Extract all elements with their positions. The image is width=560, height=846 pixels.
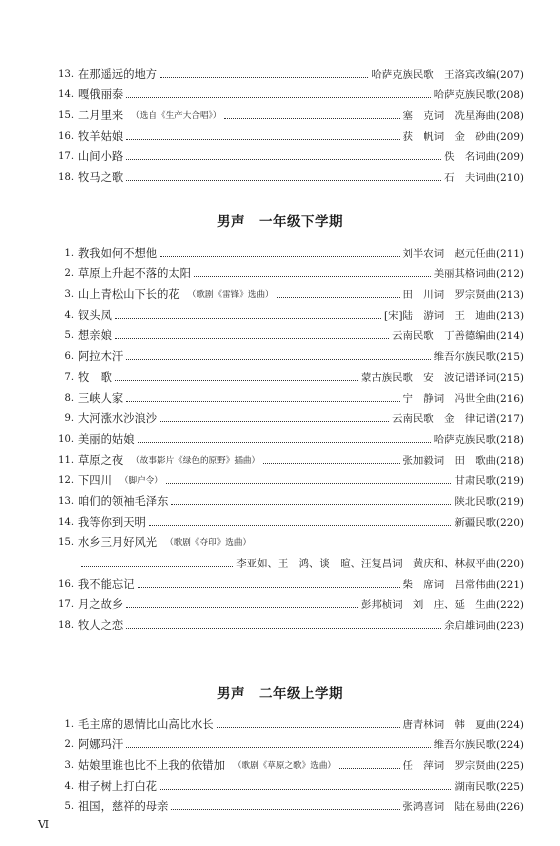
entry-title: 山上青松山下长的花 — [78, 288, 180, 302]
entry-credit-and-page: 彭邦桢词 刘 庄、延 生曲(222) — [360, 599, 524, 612]
entry-credit-and-page: 陕北民歌(219) — [454, 495, 524, 508]
dot-leader — [138, 586, 400, 588]
dot-leader — [263, 462, 399, 464]
entry-title: 咱们的领袖毛泽东 — [78, 494, 169, 508]
entry-note: （歌剧《夺印》选曲） — [165, 538, 252, 549]
entry-credit-and-page: 湖南民歌(225) — [454, 780, 524, 793]
entry-credit-and-page: 哈萨克族民歌(218) — [433, 433, 524, 446]
entry-number: 2. — [64, 739, 74, 751]
dot-leader — [339, 767, 400, 769]
dot-leader — [171, 503, 451, 505]
entry-number: 15. — [58, 110, 74, 122]
entry-number: 6. — [64, 351, 74, 363]
entry-credit-and-page: 石 夫词曲(210) — [444, 172, 524, 185]
entry-title: 山间小路 — [78, 150, 124, 164]
toc-entry[interactable] — [46, 751, 524, 772]
entry-number: 4. — [64, 309, 74, 321]
entry-note: （歌剧《雷锋》选曲） — [187, 290, 274, 301]
toc-entry[interactable] — [46, 260, 524, 281]
dot-leader — [126, 138, 399, 140]
dot-leader — [160, 420, 389, 422]
entry-credit-and-page: 哈萨克族民歌(208) — [433, 89, 524, 102]
entry-number: 1. — [64, 718, 74, 730]
toc-entry[interactable] — [46, 342, 524, 363]
section-heading: 男声 一年级下学期 — [217, 214, 343, 230]
toc-section-male-grade1-term2 — [46, 239, 524, 632]
dot-leader — [126, 627, 441, 629]
entry-number: 18. — [58, 620, 74, 632]
entry-title: 牧马之歌 — [78, 171, 124, 185]
entry-credit-and-page: 余启雄词曲(223) — [444, 620, 524, 633]
toc-entry-credit-line[interactable] — [46, 549, 524, 570]
toc-entry[interactable] — [46, 710, 524, 731]
entry-title: 牧人之恋 — [78, 619, 124, 633]
dot-leader — [81, 565, 233, 567]
section-heading: 男声 二年级上学期 — [217, 686, 343, 702]
entry-credit-and-page: 塞 克词 冼星海曲(208) — [402, 110, 524, 123]
entry-number: 13. — [58, 495, 74, 507]
entry-number: 2. — [64, 268, 74, 280]
entry-number: 11. — [58, 454, 74, 466]
entry-credit-and-page: 维吾尔族民歌(224) — [433, 739, 524, 752]
toc-entry[interactable] — [46, 508, 524, 529]
entry-number: 13. — [58, 68, 74, 80]
dot-leader — [171, 808, 399, 810]
toc-entry[interactable] — [46, 60, 524, 81]
dot-leader — [277, 296, 400, 298]
entry-number: 5. — [64, 801, 74, 813]
entry-credit-and-page: 刘半农词 赵元任曲(211) — [402, 247, 524, 260]
entry-title: 教我如何不想他 — [78, 246, 158, 260]
toc-entry[interactable] — [46, 611, 524, 632]
entry-credit-and-page: 美丽其格词曲(212) — [433, 268, 524, 281]
toc-entry[interactable] — [46, 81, 524, 102]
toc-entry[interactable] — [46, 405, 524, 426]
dot-leader — [115, 379, 358, 381]
entry-title: 我等你到天明 — [78, 515, 146, 529]
entry-title: 毛主席的恩情比山高比水长 — [78, 717, 214, 731]
entry-title: 阿拉木汗 — [78, 350, 124, 364]
toc-entry[interactable] — [46, 163, 524, 184]
dot-leader — [217, 726, 400, 728]
entry-credit-and-page: 云南民歌 丁善德编曲(214) — [392, 330, 524, 343]
dot-leader — [138, 441, 431, 443]
dot-leader — [160, 788, 451, 790]
entry-title: 二月里来 — [78, 109, 124, 123]
entry-title: 柑子树上打白花 — [78, 779, 158, 793]
entry-credit-and-page: 维吾尔族民歌(215) — [433, 351, 524, 364]
toc-entry[interactable] — [46, 101, 524, 122]
toc-section-male-grade2-term1 — [46, 710, 524, 813]
entry-number: 14. — [58, 516, 74, 528]
entry-number: 16. — [58, 578, 74, 590]
toc-entry[interactable] — [46, 446, 524, 467]
entry-number: 1. — [64, 247, 74, 259]
entry-credit-and-page: 唐青林词 韩 夏曲(224) — [402, 718, 524, 731]
entry-number: 9. — [64, 413, 74, 425]
entry-note: （选自《生产大合唱》） — [131, 111, 222, 122]
entry-credit-and-page: 佚 名词曲(209) — [444, 151, 524, 164]
toc-entry[interactable] — [46, 487, 524, 508]
entry-title: 大河涨水沙浪沙 — [78, 412, 158, 426]
entry-title: 姑娘里谁也比不上我的依错加 — [78, 759, 225, 773]
dot-leader — [224, 117, 399, 119]
entry-title: 嘎俄丽泰 — [78, 88, 124, 102]
entry-number: 7. — [64, 371, 74, 383]
toc-entry[interactable] — [46, 425, 524, 446]
entry-credit-and-page: 张加毅词 田 歌曲(218) — [402, 454, 524, 467]
dot-leader — [126, 179, 441, 181]
dot-leader — [126, 96, 431, 98]
toc-entry[interactable] — [46, 143, 524, 164]
dot-leader — [149, 524, 452, 526]
toc-entry[interactable] — [46, 793, 524, 814]
entry-number: 15. — [58, 537, 74, 549]
entry-credit-and-page: 柴 席词 吕常伟曲(221) — [402, 578, 524, 591]
entry-number: 14. — [58, 89, 74, 101]
entry-number: 18. — [58, 172, 74, 184]
dot-leader — [126, 606, 358, 608]
entry-note: （歌剧《草原之歌》选曲） — [232, 761, 337, 772]
entry-credit-and-page: 获 帆词 金 砂曲(209) — [402, 130, 524, 143]
page-number-roman: Ⅵ — [38, 818, 50, 831]
entry-credit-and-page: [宋]陆 游词 王 迪曲(213) — [384, 309, 524, 322]
entry-credit-and-page: 李亚如、王 鸿、谈 暄、汪复昌词 黄庆和、林叔平曲(220) — [236, 558, 524, 570]
dot-leader — [160, 76, 368, 78]
entry-title: 草原之夜 — [78, 453, 124, 467]
toc-section-continued — [46, 60, 524, 184]
dot-leader — [126, 158, 441, 160]
entry-title: 下四川 — [78, 474, 112, 488]
entry-title: 三峡人家 — [78, 391, 124, 405]
entry-credit-and-page: 张鸿喜词 陆在易曲(226) — [402, 801, 524, 814]
entry-credit-and-page: 哈萨克族民歌 王洛宾改编(207) — [371, 68, 524, 81]
entry-title: 在那遥远的地方 — [78, 67, 158, 81]
entry-title: 水乡三月好风光 — [78, 536, 158, 550]
entry-title: 钗头凤 — [78, 308, 112, 322]
toc-entry[interactable] — [46, 122, 524, 143]
entry-title: 阿娜玛汗 — [78, 738, 124, 752]
toc-entry[interactable] — [46, 529, 524, 550]
entry-title: 牧羊姑娘 — [78, 129, 124, 143]
entry-title: 美丽的姑娘 — [78, 432, 135, 446]
entry-title: 祖国，慈祥的母亲 — [78, 800, 169, 814]
toc-entry[interactable] — [46, 322, 524, 343]
entry-title: 想亲娘 — [78, 329, 112, 343]
entry-note: （脚户令） — [119, 476, 163, 487]
dot-leader — [160, 255, 399, 257]
entry-number: 3. — [64, 760, 74, 772]
dot-leader — [126, 358, 431, 360]
toc-entry[interactable] — [46, 570, 524, 591]
entry-credit-and-page: 任 萍词 罗宗贤曲(225) — [402, 760, 524, 773]
entry-number: 4. — [64, 780, 74, 792]
entry-number: 16. — [58, 130, 74, 142]
toc-entry[interactable] — [46, 467, 524, 488]
entry-credit-and-page: 蒙古族民歌 安 波记谱译词(215) — [360, 371, 524, 384]
toc-entry[interactable] — [46, 772, 524, 793]
dot-leader — [166, 482, 452, 484]
entry-credit-and-page: 田 川词 罗宗贤曲(213) — [402, 289, 524, 302]
toc-entry[interactable] — [46, 363, 524, 384]
dot-leader — [194, 275, 431, 277]
entry-number: 5. — [64, 330, 74, 342]
entry-number: 12. — [58, 475, 74, 487]
entry-credit-and-page: 甘肃民歌(219) — [454, 475, 524, 488]
toc-entry[interactable] — [46, 384, 524, 405]
entry-credit-and-page: 云南民歌 金 律记谱(217) — [392, 413, 524, 426]
entry-number: 10. — [58, 433, 74, 445]
toc-entry[interactable] — [46, 239, 524, 260]
toc-entry[interactable] — [46, 301, 524, 322]
entry-title: 牧 歌 — [78, 370, 112, 384]
entry-credit-and-page: 新疆民歌(220) — [454, 516, 524, 529]
toc-entry[interactable] — [46, 280, 524, 301]
entry-number: 17. — [58, 599, 74, 611]
entry-number: 3. — [64, 289, 74, 301]
entry-number: 8. — [64, 392, 74, 404]
entry-note: （故事影片《绿色的原野》插曲） — [131, 455, 261, 466]
toc-entry[interactable] — [46, 591, 524, 612]
dot-leader — [115, 337, 389, 339]
entry-credit-and-page: 宁 静词 冯世全曲(216) — [402, 392, 524, 405]
toc-entry[interactable] — [46, 731, 524, 752]
dot-leader — [115, 317, 381, 319]
entry-title: 月之故乡 — [78, 598, 124, 612]
entry-title: 我不能忘记 — [78, 577, 135, 591]
entry-title: 草原上升起不落的太阳 — [78, 267, 191, 281]
dot-leader — [126, 400, 399, 402]
dot-leader — [126, 746, 431, 748]
entry-number: 17. — [58, 151, 74, 163]
